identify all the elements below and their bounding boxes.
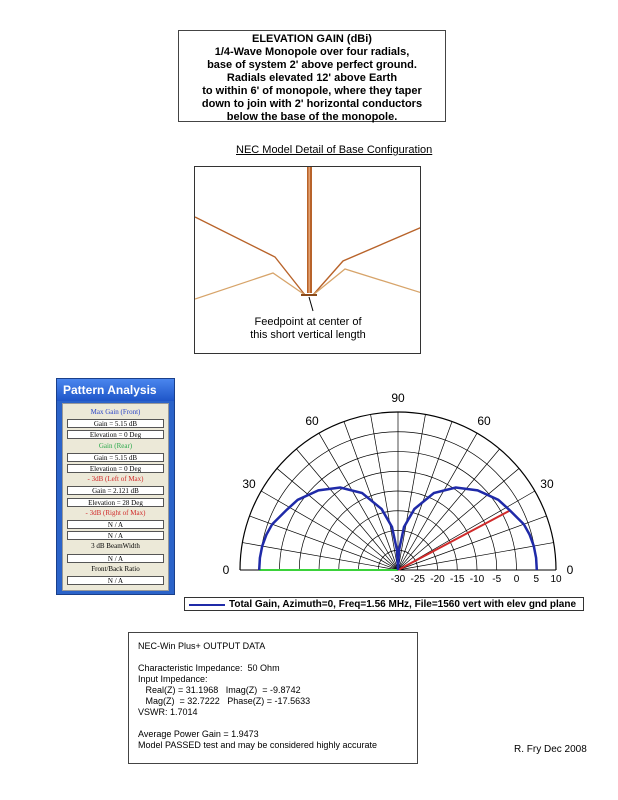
pattern-value-field: N / A bbox=[67, 554, 164, 563]
output-line: Average Power Gain = 1.9473 bbox=[138, 729, 259, 739]
legend-entry: Total Gain, Azimuth=0, Freq=1.56 MHz, File=1560 vert with elev gnd plane bbox=[229, 599, 577, 610]
pattern-value-field: N / A bbox=[67, 576, 164, 585]
author-signature: R. Fry Dec 2008 bbox=[514, 744, 587, 755]
pattern-analysis-body bbox=[62, 403, 169, 591]
base-detail-drawing bbox=[195, 167, 421, 354]
radial-tick-label: -25 bbox=[410, 574, 425, 585]
feedpoint-pointer bbox=[309, 297, 313, 311]
output-line: Real(Z) = 31.1968 Imag(Z) = -9.8742 bbox=[138, 685, 301, 695]
radial-upper-right bbox=[313, 227, 421, 295]
angle-label: 60 bbox=[305, 414, 319, 429]
pattern-section-heading: Gain (Rear) bbox=[98, 441, 133, 450]
output-line: Characteristic Impedance: 50 Ohm bbox=[138, 663, 280, 673]
feedpoint-note-line2: this short vertical length bbox=[250, 329, 366, 341]
output-line: Model PASSED test and may be considered highly accurate bbox=[138, 740, 377, 750]
radial-tick-label: 10 bbox=[550, 574, 562, 585]
angle-label: 30 bbox=[540, 477, 554, 491]
pattern-section-heading: Max Gain (Front) bbox=[90, 408, 141, 416]
radial-tick-label: -30 bbox=[390, 574, 406, 585]
nec-output-box bbox=[128, 632, 418, 764]
output-line: VSWR: 1.7014 bbox=[138, 707, 198, 717]
angle-label: 0 bbox=[566, 563, 574, 577]
radial-lower-left bbox=[195, 273, 305, 299]
angle-label: 60 bbox=[477, 414, 491, 429]
pattern-section-heading: 3 dB BeamWidth bbox=[91, 542, 140, 551]
pattern-value-field: Elevation = 28 Deg bbox=[67, 498, 164, 507]
radial-tick-label: -5 bbox=[492, 574, 502, 585]
pattern-value-field: N / A bbox=[67, 531, 164, 540]
pattern-value-field: Gain = 5.15 dB bbox=[67, 453, 164, 462]
title-line: 1/4-Wave Monopole over four radials, bbox=[214, 46, 410, 58]
legend-swatch bbox=[189, 604, 225, 606]
angle-label: 90 bbox=[391, 391, 405, 405]
angle-label: 0 bbox=[222, 563, 230, 577]
title-line: down to join with 2' horizontal conductors bbox=[201, 98, 423, 110]
pattern-section-heading: - 3dB (Right of Max) bbox=[85, 508, 146, 517]
output-line: NEC-Win Plus+ OUTPUT DATA bbox=[138, 641, 266, 651]
feedpoint-note-line1: Feedpoint at center of bbox=[254, 316, 362, 328]
output-line: Input Impedance: bbox=[138, 674, 208, 684]
pattern-analysis-panel bbox=[56, 378, 175, 595]
elevation-polar-chart bbox=[190, 372, 610, 590]
title-line: Radials elevated 12' above Earth bbox=[226, 72, 398, 84]
detail-caption: NEC Model Detail of Base Configuration bbox=[236, 144, 433, 156]
pattern-value-field: Elevation = 0 Deg bbox=[67, 430, 164, 439]
output-line bbox=[138, 652, 417, 663]
pattern-section-heading: - 3dB (Left of Max) bbox=[87, 475, 144, 484]
radial-tick-label: 5 bbox=[533, 574, 540, 585]
title-line: ELEVATION GAIN (dBi) bbox=[252, 33, 372, 45]
pattern-value-field: Elevation = 0 Deg bbox=[67, 464, 164, 473]
angle-label: 30 bbox=[242, 477, 256, 491]
monopole-highlight bbox=[309, 167, 311, 293]
output-line bbox=[138, 718, 417, 729]
output-line: Mag(Z) = 32.7222 Phase(Z) = -17.5633 bbox=[138, 696, 311, 706]
chart-legend bbox=[184, 597, 584, 611]
base-detail-figure bbox=[194, 166, 421, 354]
pattern-value-field: Gain = 2.121 dB bbox=[67, 486, 164, 495]
title-box bbox=[178, 30, 446, 122]
radial-tick-label: -15 bbox=[450, 574, 465, 585]
title-line: base of system 2' above perfect ground. bbox=[207, 59, 417, 71]
radial-lower-right bbox=[313, 269, 421, 295]
pattern-section-heading: Front/Back Ratio bbox=[91, 564, 140, 573]
radial-tick-label: -10 bbox=[469, 574, 485, 585]
pattern-value-field: N / A bbox=[67, 520, 164, 529]
title-line: below the base of the monopole. bbox=[226, 111, 398, 123]
pattern-value-field: Gain = 5.15 dB bbox=[67, 419, 164, 428]
title-line: to within 6' of monopole, where they taper bbox=[202, 85, 422, 97]
pattern-analysis-title: Pattern Analysis bbox=[57, 379, 174, 401]
radial-tick-label: -20 bbox=[430, 574, 445, 585]
radial-tick-label: 0 bbox=[513, 574, 520, 585]
